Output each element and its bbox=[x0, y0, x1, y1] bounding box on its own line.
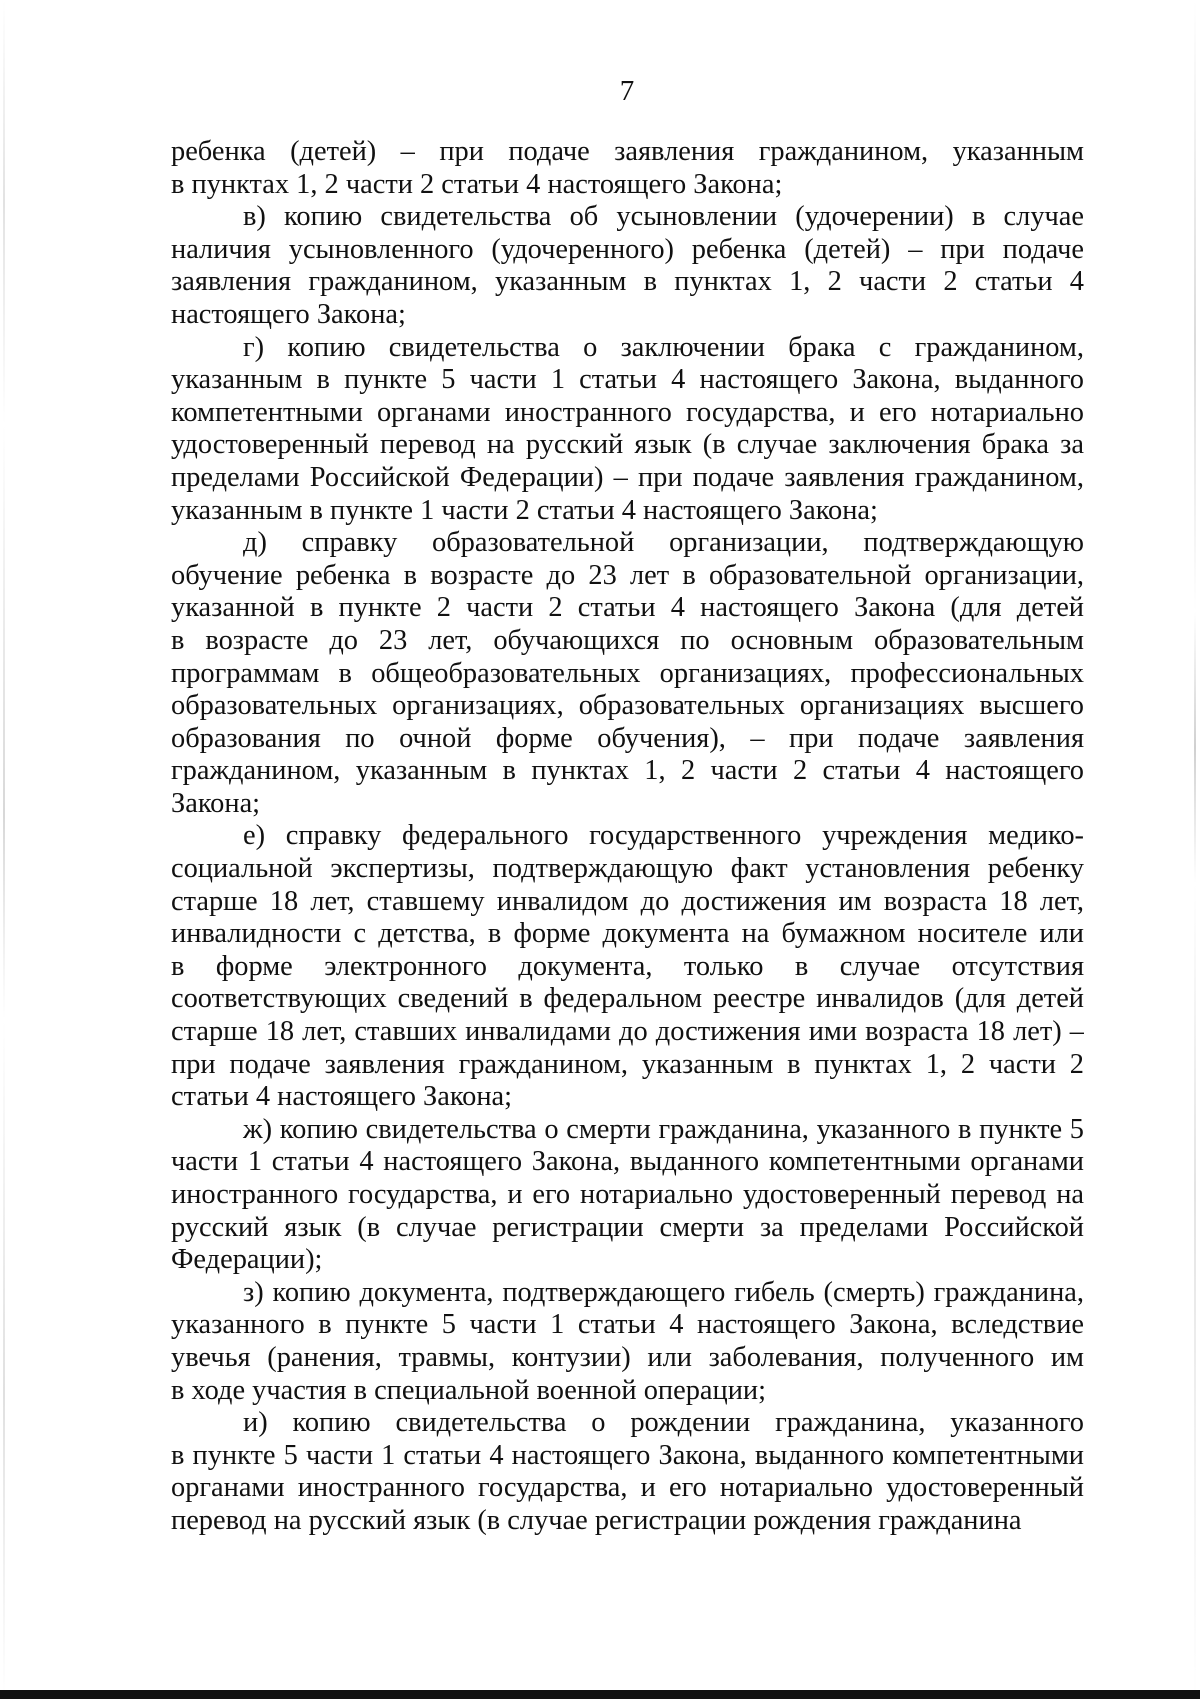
document-body bbox=[171, 136, 1084, 1538]
text-line: старше 18 лет, ставшему инвалидом до достижения им возраста 18 лет, bbox=[171, 885, 1084, 917]
page-number: 7 bbox=[619, 75, 635, 107]
text-line: соответствующих сведений в федеральном реестре инвалидов (для детей bbox=[171, 983, 1084, 1015]
text-line: е) справку федерального государственного учреждения медико- bbox=[243, 820, 1084, 852]
text-line: ж) копию свидетельства о смерти гражданина, указанного в пункте 5 bbox=[243, 1113, 1084, 1145]
text-line: компетентными органами иностранного государства, и его нотариально bbox=[171, 396, 1084, 428]
text-line: Закона; bbox=[171, 787, 261, 819]
text-line: в) копию свидетельства об усыновлении (удочерении) в случае bbox=[243, 201, 1084, 233]
text-line: указанной в пункте 2 части 2 статьи 4 настоящего Закона (для детей bbox=[171, 592, 1084, 624]
text-line: Федерации); bbox=[171, 1244, 323, 1276]
text-line: ребенка (детей) – при подаче заявления гражданином, указанным bbox=[171, 136, 1084, 167]
text-line: г) копию свидетельства о заключении брака с гражданином, bbox=[243, 331, 1084, 363]
paragraph bbox=[171, 1407, 1084, 1537]
text-line: пределами Российской Федерации) – при подаче заявления гражданином, bbox=[171, 461, 1084, 493]
text-line: в возрасте до 23 лет, обучающихся по основным образовательным bbox=[171, 624, 1084, 656]
paragraph bbox=[171, 1277, 1084, 1407]
text-line: статьи 4 настоящего Закона; bbox=[171, 1081, 513, 1113]
text-line: в ходе участия в специальной военной операции; bbox=[171, 1374, 766, 1406]
text-line: при подаче заявления гражданином, указанным в пунктах 1, 2 части 2 bbox=[171, 1048, 1084, 1080]
text-line: в форме электронного документа, только в случае отсутствия bbox=[171, 950, 1084, 982]
text-line: старше 18 лет, ставших инвалидами до достижения ими возраста 18 лет) – bbox=[171, 1016, 1084, 1048]
paragraph bbox=[171, 332, 1084, 528]
text-line: образовательных организациях, образовательных организациях высшего bbox=[171, 690, 1084, 722]
text-line: наличия усыновленного (удочеренного) ребенка (детей) – при подаче bbox=[171, 233, 1084, 265]
text-line: обучение ребенка в возрасте до 23 лет в образовательной организации, bbox=[171, 559, 1084, 591]
scan-edge-right bbox=[1194, 0, 1196, 1699]
paragraph bbox=[171, 527, 1084, 820]
paragraph bbox=[171, 201, 1084, 331]
scan-bottom-edge bbox=[0, 1690, 1200, 1699]
text-line: гражданином, указанным в пунктах 1, 2 части 2 статьи 4 настоящего bbox=[171, 755, 1084, 787]
text-line: в пунктах 1, 2 части 2 статьи 4 настоящего Закона; bbox=[171, 168, 783, 200]
text-line: и) копию свидетельства о рождении гражданина, указанного bbox=[243, 1407, 1084, 1439]
text-line: указанного в пункте 5 части 1 статьи 4 настоящего Закона, вследствие bbox=[171, 1309, 1084, 1341]
text-line: указанным в пункте 1 части 2 статьи 4 настоящего Закона; bbox=[171, 494, 878, 526]
paragraph bbox=[171, 136, 1084, 201]
text-line: образования по очной форме обучения), – при подаче заявления bbox=[171, 722, 1084, 754]
text-line: части 1 статьи 4 настоящего Закона, выданного компетентными органами bbox=[171, 1146, 1084, 1178]
text-line: органами иностранного государства, и его нотариально удостоверенный bbox=[171, 1472, 1084, 1504]
text-line: настоящего Закона; bbox=[171, 298, 406, 330]
text-line: русский язык (в случае регистрации смерти за пределами Российской bbox=[171, 1211, 1084, 1243]
text-line: удостоверенный перевод на русский язык (в случае заключения брака за bbox=[171, 429, 1084, 461]
text-line: перевод на русский язык (в случае регистрации рождения гражданина bbox=[171, 1504, 1022, 1536]
scan-edge-left bbox=[3, 0, 5, 1699]
text-line: в пункте 5 части 1 статьи 4 настоящего Закона, выданного компетентными bbox=[171, 1439, 1084, 1471]
paragraph bbox=[171, 1114, 1084, 1277]
text-line: увечья (ранения, травмы, контузии) или заболевания, полученного им bbox=[171, 1341, 1084, 1373]
text-line: социальной экспертизы, подтверждающую факт установления ребенку bbox=[171, 853, 1084, 885]
paragraph bbox=[171, 820, 1084, 1113]
text-line: з) копию документа, подтверждающего гибель (смерть) гражданина, bbox=[243, 1276, 1084, 1308]
text-line: программам в общеобразовательных организациях, профессиональных bbox=[171, 657, 1084, 689]
text-line: д) справку образовательной организации, подтверждающую bbox=[243, 527, 1084, 559]
text-line: иностранного государства, и его нотариально удостоверенный перевод на bbox=[171, 1179, 1084, 1210]
text-line: заявления гражданином, указанным в пунктах 1, 2 части 2 статьи 4 bbox=[171, 266, 1084, 298]
text-line: инвалидности с детства, в форме документа на бумажном носителе или bbox=[171, 918, 1084, 950]
text-line: указанным в пункте 5 части 1 статьи 4 настоящего Закона, выданного bbox=[171, 364, 1084, 396]
